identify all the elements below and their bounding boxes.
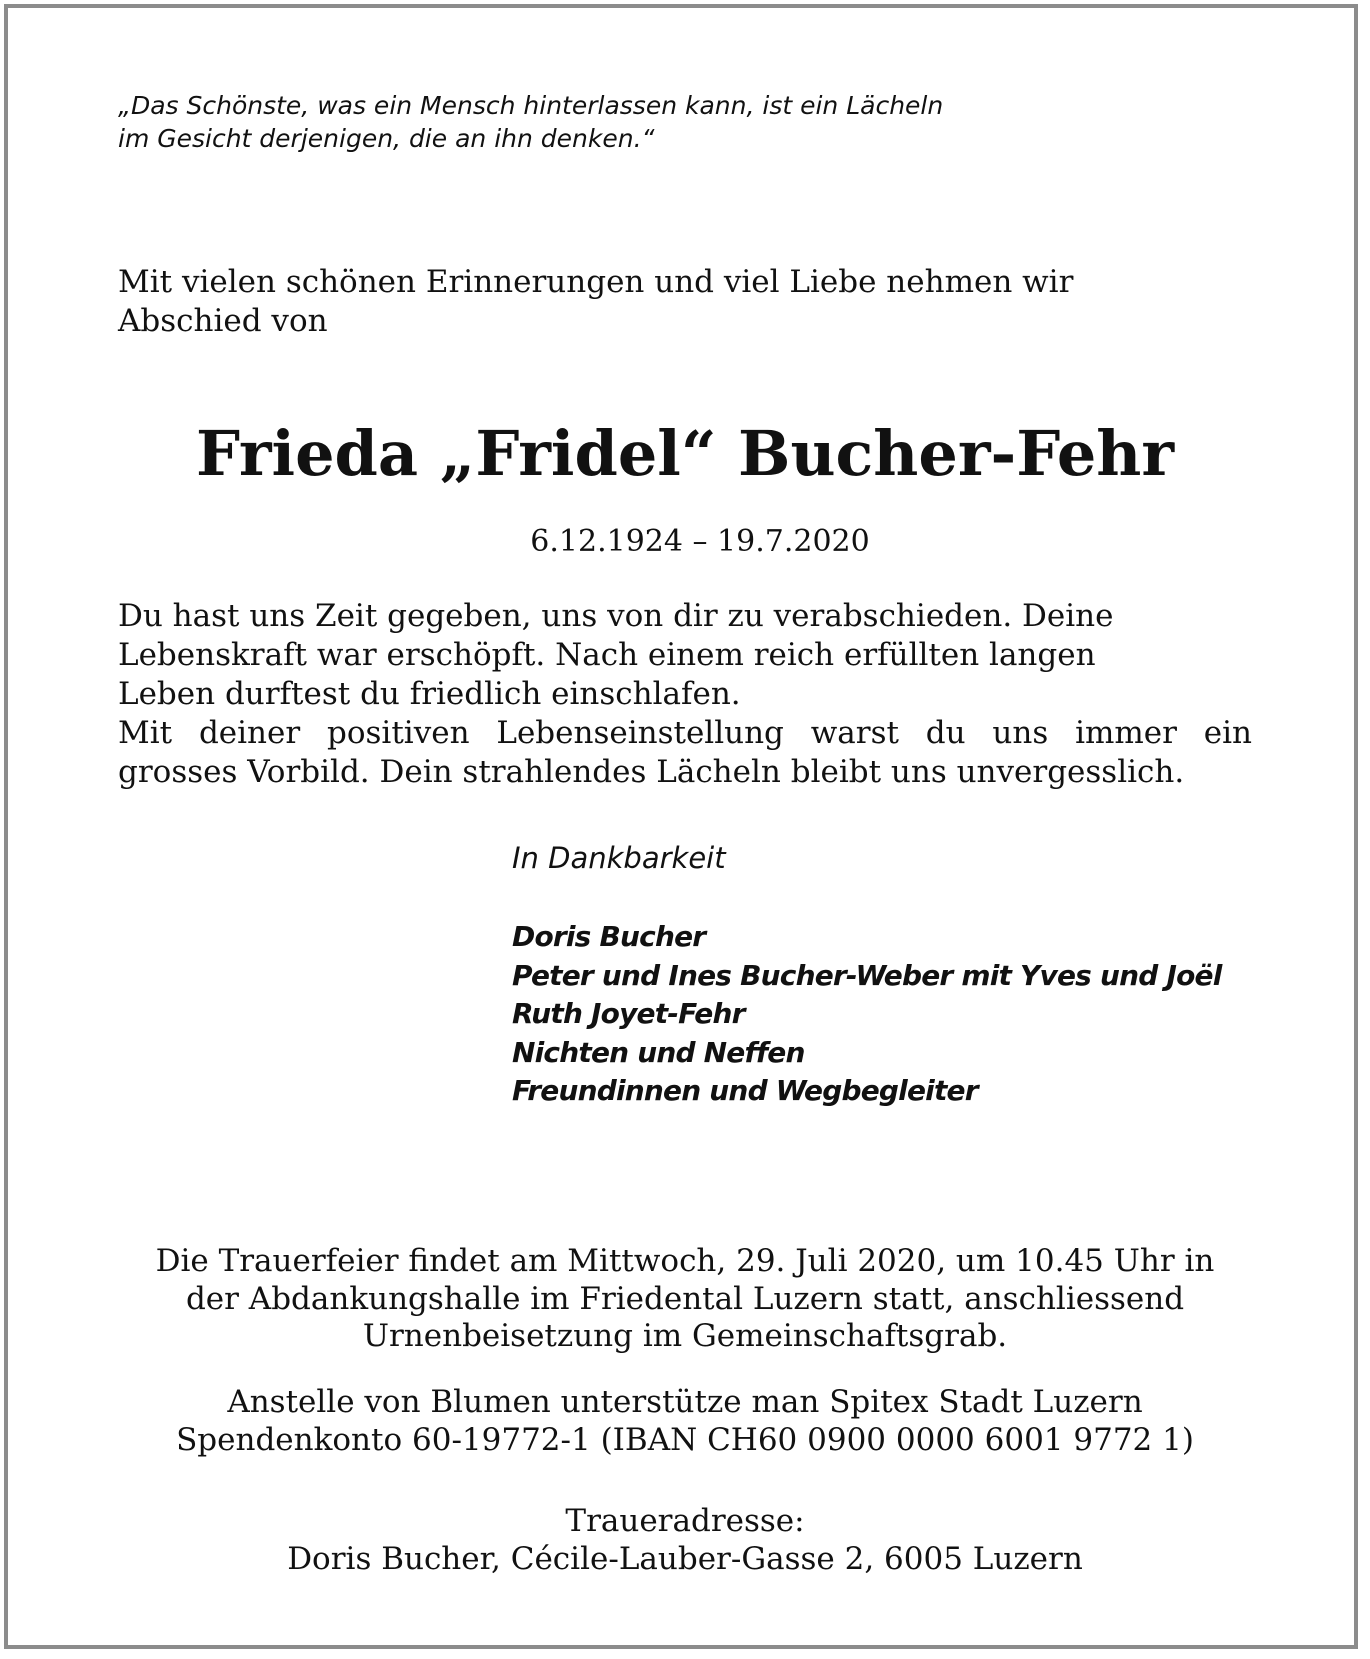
deceased-name: Frieda „Fridel“ Bucher-Fehr: [195, 417, 1175, 490]
quote-line: „Das Schönste, was ein Mensch hinterlassen kann, ist ein Lächeln: [118, 91, 944, 120]
funeral-service-info: [0, 1243, 1370, 1356]
mourner-name: Freundinnen und Wegbegleiter: [512, 1074, 978, 1107]
donation-line: Anstelle von Blumen unterstütze man Spitex Stadt Luzern: [227, 1384, 1143, 1420]
mourners-list: [512, 918, 1312, 1111]
mourning-address: [0, 1503, 1370, 1578]
thanks-line: In Dankbarkeit: [512, 841, 726, 875]
mourner-name: Nichten und Neffen: [512, 1035, 805, 1069]
farewell-line: Leben durftest du friedlich einschlafen.: [118, 676, 741, 712]
service-line: Die Trauerfeier findet am Mittwoch, 29. Juli 2020, um 10.45 Uhr in: [155, 1243, 1215, 1279]
address-label: Traueradresse:: [565, 1503, 805, 1539]
farewell-text: [118, 597, 1252, 792]
quote-line: im Gesicht derjenigen, die an ihn denken.“: [118, 124, 655, 153]
donation-info: [0, 1384, 1370, 1459]
farewell-line: Lebenskraft war erschöpft. Nach einem reich erfüllten langen: [118, 637, 1096, 673]
mourner-name: Doris Bucher: [512, 920, 706, 953]
service-line: Urnenbeisetzung im Gemeinschaftsgrab.: [362, 1318, 1008, 1354]
farewell-line: Du hast uns Zeit gegeben, uns von dir zu verabschieden. Deine: [118, 598, 1114, 634]
address-value: Doris Bucher, Cécile-Lauber-Gasse 2, 6005 Luzern: [287, 1540, 1083, 1577]
farewell-line: grosses Vorbild. Dein strahlendes Lächeln bleibt uns unvergesslich.: [118, 754, 1185, 790]
intro-line: Abschied von: [118, 303, 328, 339]
service-line: der Abdankungshalle im Friedental Luzern statt, anschliessend: [185, 1280, 1185, 1317]
opening-quote: [118, 89, 1118, 155]
donation-line: Spendenkonto 60-19772-1 (IBAN CH60 0900 0000 6001 9772 1): [176, 1421, 1194, 1458]
mourner-name: Peter und Ines Bucher-Weber mit Yves und Joël: [512, 958, 1222, 992]
life-dates: 6.12.1924 – 19.7.2020: [530, 524, 870, 559]
farewell-line: Mit deiner positiven Lebenseinstellung warst du uns immer ein: [118, 715, 1252, 751]
intro-text: [118, 263, 1268, 341]
intro-line: Mit vielen schönen Erinnerungen und viel Liebe nehmen wir: [118, 264, 1074, 300]
mourner-name: Ruth Joyet-Fehr: [512, 997, 745, 1030]
